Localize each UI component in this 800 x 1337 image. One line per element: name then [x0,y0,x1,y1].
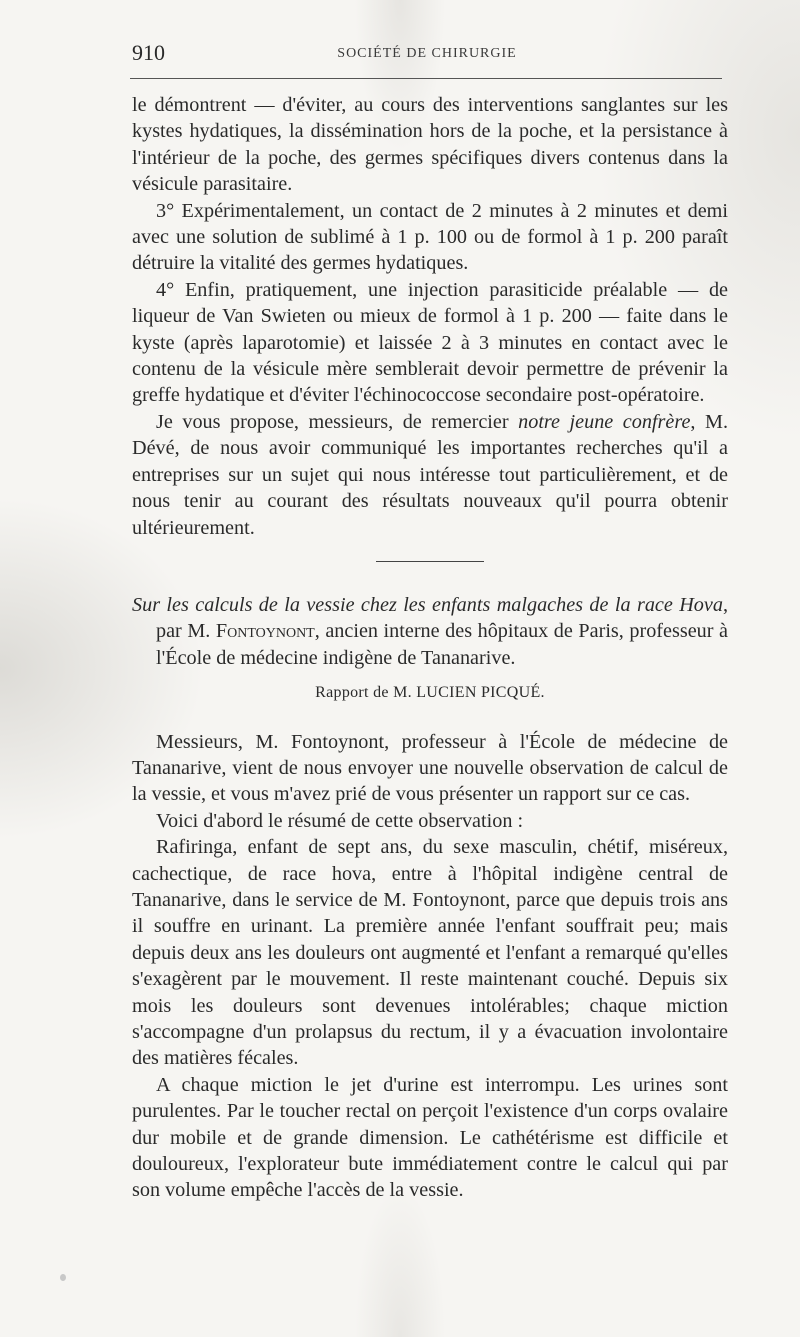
page-header [132,40,722,70]
article-affiliation: , ancien interne des hôpitaux de Paris, professeur à l'École de médecine indigène de Tananarive. [156,620,728,669]
paragraph-conclusion [132,409,728,541]
article-paragraph: Rafiringa, enfant de sept ans, du sexe masculin, chétif, miséreux, cachectique, de race hova, entre à l'hôpital indigène central de Tananarive, dans le service de M. Fontoynont, parce que depuis trois ans il souffre en urinant. La première année l'enfant souffrait peu; mais depuis deux ans les douleurs ont augmenté et l'enfant a remarqué qu'elles s'exagèrent par le mouvement. Il reste maintenant couché. Depuis six mois les douleurs sont devenues intolérables; chaque miction s'accompagne d'un prolapsus du rectum, il y a évacuation involontaire des matières fécales. [132,836,728,1070]
conclusion-text-end: , M. Dévé, de nous avoir communiqué les importantes recherches qu'il a entreprises sur un sujet qui nous intéresse tout particulièrement, et de nous tenir au courant des résultats nouveaux qu'il pourra obtenir ultérieurement. [132,410,728,539]
paragraph-point-4: 4° Enfin, pratiquement, une injection parasiticide préalable — de liqueur de Van Swieten ou mieux de formol à 1 p. 200 — faite dans le kyste (après laparotomie) et laissée 2 à 3 minutes en contact avec le contenu de la vésicule mère semblerait devoir permettre de prévenir la greffe hydatique et d'éviter l'échinococcose secondaire post-opératoire. [132,278,728,407]
article-paragraph: A chaque miction le jet d'urine est interrompu. Les urines sont purulentes. Par le toucher rectal on perçoit l'existence d'un corps ovalaire dur mobile et de grande dimension. Le cathétérisme est difficile et douloureux, l'explorateur bute immédiatement contre le calcul qui par son volume empêche l'accès de la vessie. [132,1073,728,1202]
body-text [132,92,728,1204]
article-title-by: , par M. [156,593,728,643]
article-paragraph: Voici d'abord le résumé de cette observation : [156,809,524,832]
section-divider [376,561,484,562]
article-title-italic: Sur les calculs de la vessie chez les enfants malgaches de la race Hova [132,593,723,616]
article-author: Fontoynont [215,620,315,643]
conclusion-italic: notre jeune confrère [518,410,691,433]
running-title: SOCIÉTÉ DE CHIRURGIE [337,46,517,61]
paper-blemish [60,1274,66,1281]
header-rule [130,78,722,79]
conclusion-text-start: Je vous propose, messieurs, de remercier [156,410,519,433]
paragraph-continuation: le démontrent — d'éviter, au cours des interventions sanglantes sur les kystes hydatiques, la dissémination hors de la poche, et la persistance à l'intérieur de la poche, des germes spécifiques divers contenus dans la vésicule parasitaire. [132,94,728,196]
article-paragraph: Messieurs, M. Fontoynont, professeur à l'École de médecine de Tananarive, vient de nous envoyer une nouvelle observation de calcul de la vessie, et vous m'avez prié de vous présenter un rapport sur ce cas. [132,730,728,806]
page-number: 910 [132,40,165,65]
paragraph-point-3: 3° Expérimentalement, un contact de 2 minutes à 2 minutes et demi avec une solution de sublimé à 1 p. 100 ou de formol à 1 p. 200 paraît détruire la vitalité des germes hydatiques. [132,199,728,275]
article-title [132,592,728,671]
report-attribution: Rapport de M. LUCIEN PICQUÉ. [315,684,545,702]
